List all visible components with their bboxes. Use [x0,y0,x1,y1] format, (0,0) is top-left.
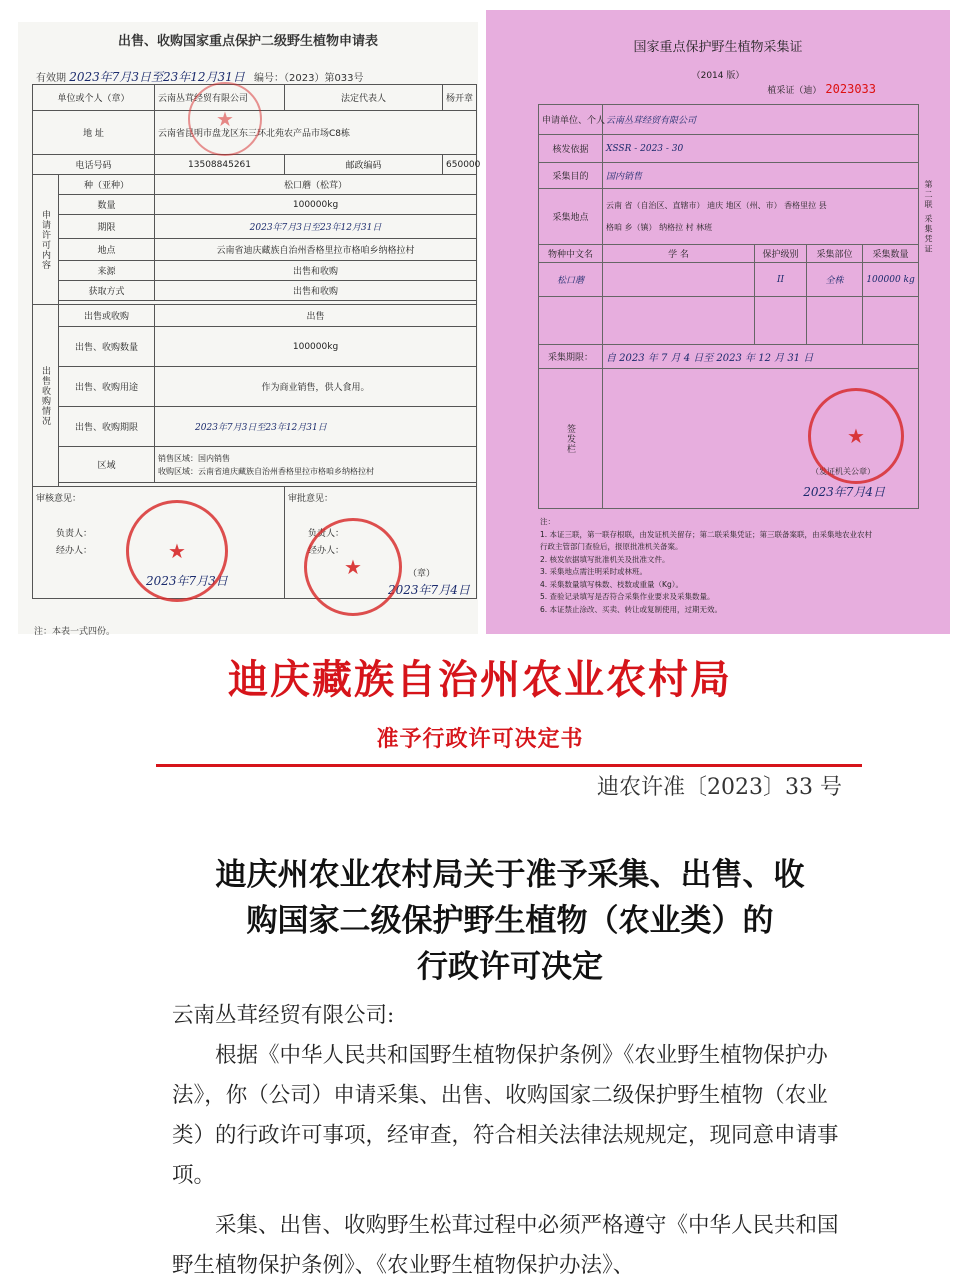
source-value: 出售和收购 [155,261,477,281]
addressee: 云南丛茸经贸有限公司: [172,1003,395,1028]
period-label: 期限 [59,215,155,239]
company-seal: ★ [188,82,262,156]
paragraph-1: 根据《中华人民共和国野生植物保护条例》《农业野生植物保护办法》，你（公司）申请采集、出售、收购国家二级保护野生植物（农业类）的行政许可事项，经审查，符合相关法律法规规定，现同意申请事项。 [172,1043,839,1188]
basis-label: 核发依据 [539,135,603,163]
place-label: 地点 [59,239,155,261]
official-seal-left: ★ [126,500,228,602]
species-label: 种（亚种） [59,175,155,195]
basis-value: XSSR - 2023 - 30 [603,135,919,163]
form-meta: 有效期 2023年7月3日至23年12月31日 编号：（2023）第033号 [36,70,364,84]
col-level: 保护级别 [755,245,807,263]
form-note: 注：本表一式四份。 [34,627,116,637]
legal-rep-label: 法定代表人 [285,85,443,111]
unit-value: 云南丛茸经贸有限公司 [155,85,285,111]
trade-period-label: 出售、收购期限 [59,407,155,447]
species-value: 松口蘑（松茸） [155,175,477,195]
trade-qty-label: 出售、收购数量 [59,327,155,367]
quantity-label: 数量 [59,195,155,215]
trade-qty-value: 100000kg [155,327,477,367]
period-value: 2023年7月3日至23年12月31日 [155,215,477,239]
method-value: 出售和收购 [155,281,477,301]
usage-label: 出售、收购用途 [59,367,155,407]
period-label-cert: 采集期限： [539,345,603,369]
source-label: 来源 [59,261,155,281]
review-cell: 审核意见： 负责人： 经办人： 2023年7月3日 [33,487,285,599]
document-heading: 迪庆州农业农村局关于准予采集、出售、收 购国家二级保护野生植物（农业类）的 行政许可决定 [215,857,805,985]
col-qty: 采集数量 [863,245,919,263]
sell-or-buy-value: 出售 [155,305,477,327]
postal-value: 650000 [443,155,477,175]
side-note: 第二联 采集凭证 [924,180,933,255]
form-table [32,84,481,599]
trade-period-value: 2023年7月3日至23年12月31日 [155,407,477,447]
legal-rep-value: 杨开章 [443,85,477,111]
applicant-label: 申请单位、个人 [539,105,603,135]
unit-label: 单位或个人（章） [33,85,155,111]
row-level: II [755,263,807,297]
col-scientific: 学 名 [603,245,755,263]
purpose-label: 采集目的 [539,163,603,189]
address-label: 地 址 [33,111,155,155]
red-divider [156,764,862,767]
location-label: 采集地点 [539,189,603,245]
sign-label: 签发栏 [539,369,603,509]
place-value: 云南省迪庆藏族自治州香格里拉市格咱乡纳格拉村 [155,239,477,261]
form-title: 出售、收购国家重点保护二级野生植物申请表 [117,34,378,49]
certificate-number: 植采证（迪） 2023033 [767,82,876,96]
applicant-value: 云南丛茸经贸有限公司 [603,105,919,135]
certificate-title: 国家重点保护野生植物采集证 [633,40,803,55]
document-body [172,996,852,1286]
decision-document [0,640,960,1280]
col-part: 采集部位 [807,245,863,263]
location-value: 云南 省（自治区、直辖市） 迪庆 地区（州、市） 香格里拉 县 格咱 乡（镇） 纳格拉 村 林班 [603,189,919,245]
row-qty: 100000 kg [863,263,919,297]
row-part: 全株 [807,263,863,297]
method-label: 获取方式 [59,281,155,301]
certificate-notes: 注： 1. 本证三联，第一联存根联，由发证机关留存；第二联采集凭证；第三联备案联，由采集地农业农村 行政主管部门查验后，报原批准机关备案。 2. 核发依据填写批准机关及批准文件。 3. 采集地点需注明采时或林班。 4. 采集数量填写株数、枝数或重量（Kg）。 5. 查验记录填写是否符合采集作业要求及采集数量。 6. 本证禁止涂改、买卖、转让或复制使用，过期无效。 [540,517,873,614]
region-label: 区域 [59,447,155,483]
sign-area: （发证机关公章） 2023年7月4日 [603,369,919,509]
phone-label: 电话号码 [33,155,155,175]
application-form [18,22,481,637]
document-type: 准予行政许可决定书 [376,726,584,752]
official-seal-right: ★ [304,518,402,616]
usage-value: 作为商业销售，供人食用。 [155,367,477,407]
quantity-value: 100000kg [155,195,477,215]
issuer-seal: ★ [808,388,904,484]
col-species: 物种中文名 [539,245,603,263]
certificate-edition: （2014 版） [691,71,745,81]
collection-certificate [486,10,950,634]
period-value-cert: 自 2023 年 7 月 4 日至 2023 年 12 月 31 日 [603,345,919,369]
apply-section-label: 申请许可内容 [33,175,59,305]
document-number: 迪农许准〔2023〕33 号 [597,775,842,800]
issuing-organization: 迪庆藏族自治州农业农村局 [228,656,732,703]
address-value: 云南省昆明市盘龙区东三环北苑农产品市场C8栋 [155,111,477,155]
purpose-value: 国内销售 [603,163,919,189]
trade-section-label: 出售收购情况 [33,305,59,487]
approve-cell: 审批意见： 负责人： 经办人： （章） 2023年7月4日 [285,487,477,599]
sell-or-buy-label: 出售或收购 [59,305,155,327]
region-value: 销售区域：国内销售 收购区域：云南省迪庆藏族自治州香格里拉市格咱乡纳格拉村 [155,447,477,483]
paragraph-2: 采集、出售、收购野生松茸过程中必须严格遵守《中华人民共和国野生植物保护条例》、《农业野生植物保护办法》、 [172,1213,839,1278]
postal-label: 邮政编码 [285,155,443,175]
phone-value: 13508845261 [155,155,285,175]
row-species: 松口蘑 [539,263,603,297]
